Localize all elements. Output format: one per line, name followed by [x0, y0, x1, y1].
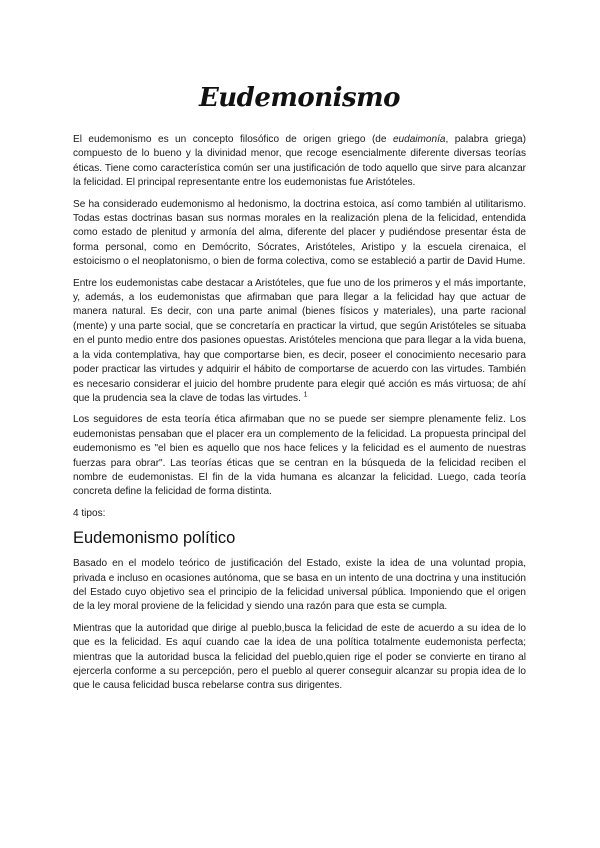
types-label: 4 tipos:	[73, 507, 106, 519]
intro-text-after: , palabra griega) compuesto de lo bueno y la divinidad menor, que recoge esencialmente diferente diversas teorías éticas. Tiene como característica común ser una justificación de todo aquello que sirve para alcanzar la felicidad. El principal representante entre los eudemonistas fue Aristóteles.	[73, 134, 526, 189]
section-heading: Eudemonismo político	[73, 529, 236, 548]
section-paragraph-2: Mientras que la autoridad que dirige al pueblo,busca la felicidad de este de acuerdo a su idea de lo que es la felicidad. Es aquí cuando cae la idea de una política totalmente eudemonista perfecta; mientras que la autoridad busca la felicidad del pueblo,quien rige el poder se convierte en tirano al ejercerla conforme a su percepción, pero el pueblo al querer conseguir alcanzar su propia idea de lo que le causa felicidad busca rebelarse contra sus dirigentes.	[73, 622, 526, 692]
paragraph-seguidores: Los seguidores de esta teoría ética afirmaban que no se puede ser siempre plenamente feliz. Los eudemonistas pensaban que el placer era un complemento de la felicidad. La propuesta principal del eudemonismo es "el bien es aquello que nos hace felices y la felicidad es el aumento de nuestras fuerzas para obrar". Las teorías éticas que se centran en la búsqueda de la felicidad reciben el nombre de eudemonistas. El fin de la vida humana es alcanzar la felicidad. Luego, cada teoría concreta define la felicidad de forma distinta.	[73, 414, 526, 498]
intro-term: eudaimonía	[392, 134, 446, 145]
paragraph-aristoteles	[73, 277, 526, 407]
document-title: Eudemonismo	[198, 83, 401, 113]
footnote-marker[interactable]: 1	[303, 391, 308, 399]
document-page	[73, 80, 526, 701]
section-paragraph-1: Basado en el modelo teórico de justificación del Estado, existe la idea de una voluntad propia, privada e incluso en ocasiones autónoma, que se basa en un intento de una doctrina y una institución del Estado cuyo objetivo sea el principio de la felicidad universal pública. Imponiendo que el origen de la ley moral proviene de la felicidad y siendo una razón para que esta se cumpla.	[73, 558, 526, 613]
intro-paragraph	[73, 133, 526, 191]
paragraph-hedonismo: Se ha considerado eudemonismo al hedonismo, la doctrina estoica, así como también al utilitarismo. Todas estas doctrinas basan sus normas morales en la realización plena de la felicidad, entendida como estado de plenitud y armonía del alma, diferente del placer y pudiéndose presentar ésta de forma personal, como en Demócrito, Sócrates, Aristóteles, Aristipo y la escuela cirenaica, el estoicismo o el neoplatonismo, o bien de forma colectiva, como se estableció a partir de David Hume.	[73, 198, 526, 268]
paragraph-aristoteles-text: Entre los eudemonistas cabe destacar a Aristóteles, que fue uno de los primeros y el más importante, y, además, a los eudemonistas que afirmaban que para llegar a la felicidad hay que actuar de manera natural. Es decir, con una parte animal (bienes físicos y materiales), una parte racional (mente) y una parte social, que se concretaría en practicar la virtud, que según Aristóteles se situaba en el punto medio entre dos pasiones opuestas. Aristóteles menciona que para llegar a la vida buena, a la vida contemplativa, hay que comportarse bien, es decir, poseer el conocimiento necesario para poder practicar las virtudes y adquirir el hábito de comportarse de acuerdo con las virtudes. También es necesario considerar el juicio del hombre prudente para elegir qué acción es más virtuosa; de ahí que la prudencia sea la clave de todas las virtudes.	[73, 277, 526, 404]
intro-text-before: El eudemonismo es un concepto filosófico de origen griego (de	[73, 134, 393, 145]
